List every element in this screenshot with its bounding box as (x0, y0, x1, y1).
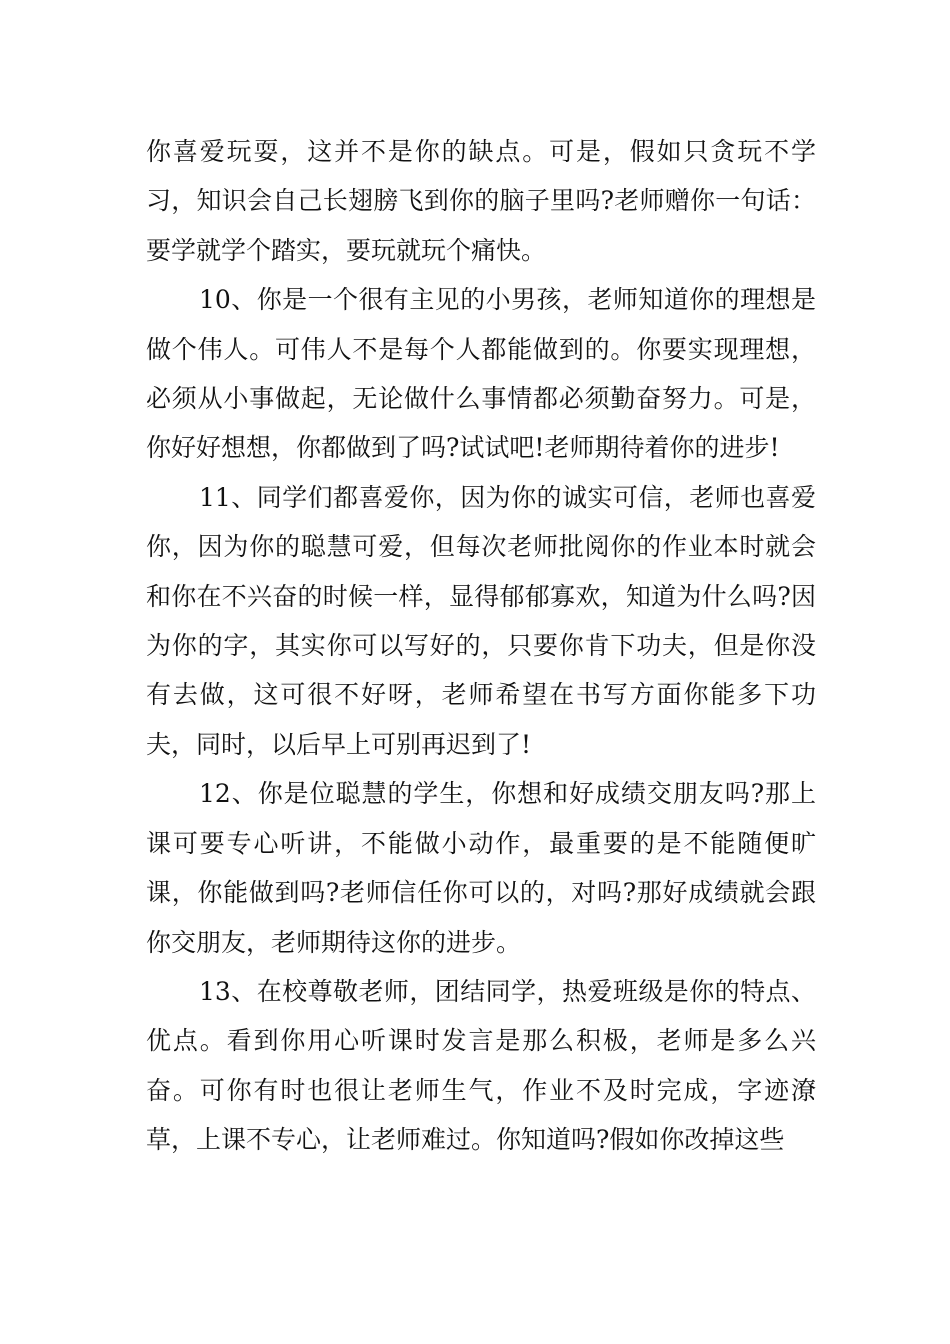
paragraph-item-10: 10、你是一个很有主见的小男孩，老师知道你的理想是做个伟人。可伟人不是每个人都能做到的。你要实现理想，必须从小事做起，无论做什么事情都必须勤奋努力。可是，你好好想想，你都做到了吗?试试吧!老师期待着你的进步! (146, 285, 816, 463)
document-body (146, 127, 816, 1165)
paragraph-item-12: 12、你是位聪慧的学生，你想和好成绩交朋友吗?那上课可要专心听讲，不能做小动作，最重要的是不能随便旷课，你能做到吗?老师信任你可以的，对吗?那好成绩就会跟你交朋友，老师期待这你的进步。 (146, 779, 816, 957)
paragraph-item-11: 11、同学们都喜爱你，因为你的诚实可信，老师也喜爱你，因为你的聪慧可爱，但每次老师批阅你的作业本时就会和你在不兴奋的时候一样，显得郁郁寡欢，知道为什么吗?因为你的字，其实你可以写好的，只要你肯下功夫，但是你没有去做，这可很不好呀，老师希望在书写方面你能多下功夫，同时，以后早上可别再迟到了! (146, 482, 816, 759)
paragraph-continuation: 你喜爱玩耍，这并不是你的缺点。可是，假如只贪玩不学习，知识会自己长翅膀飞到你的脑子里吗?老师赠你一句话：要学就学个踏实，要玩就玩个痛快。 (146, 137, 816, 265)
paragraph-item-13: 13、在校尊敬老师，团结同学，热爱班级是你的特点、优点。看到你用心听课时发言是那么积极，老师是多么兴奋。可你有时也很让老师生气，作业不及时完成，字迹潦草，上课不专心，让老师难过。你知道吗?假如你改掉这些 (146, 976, 816, 1155)
